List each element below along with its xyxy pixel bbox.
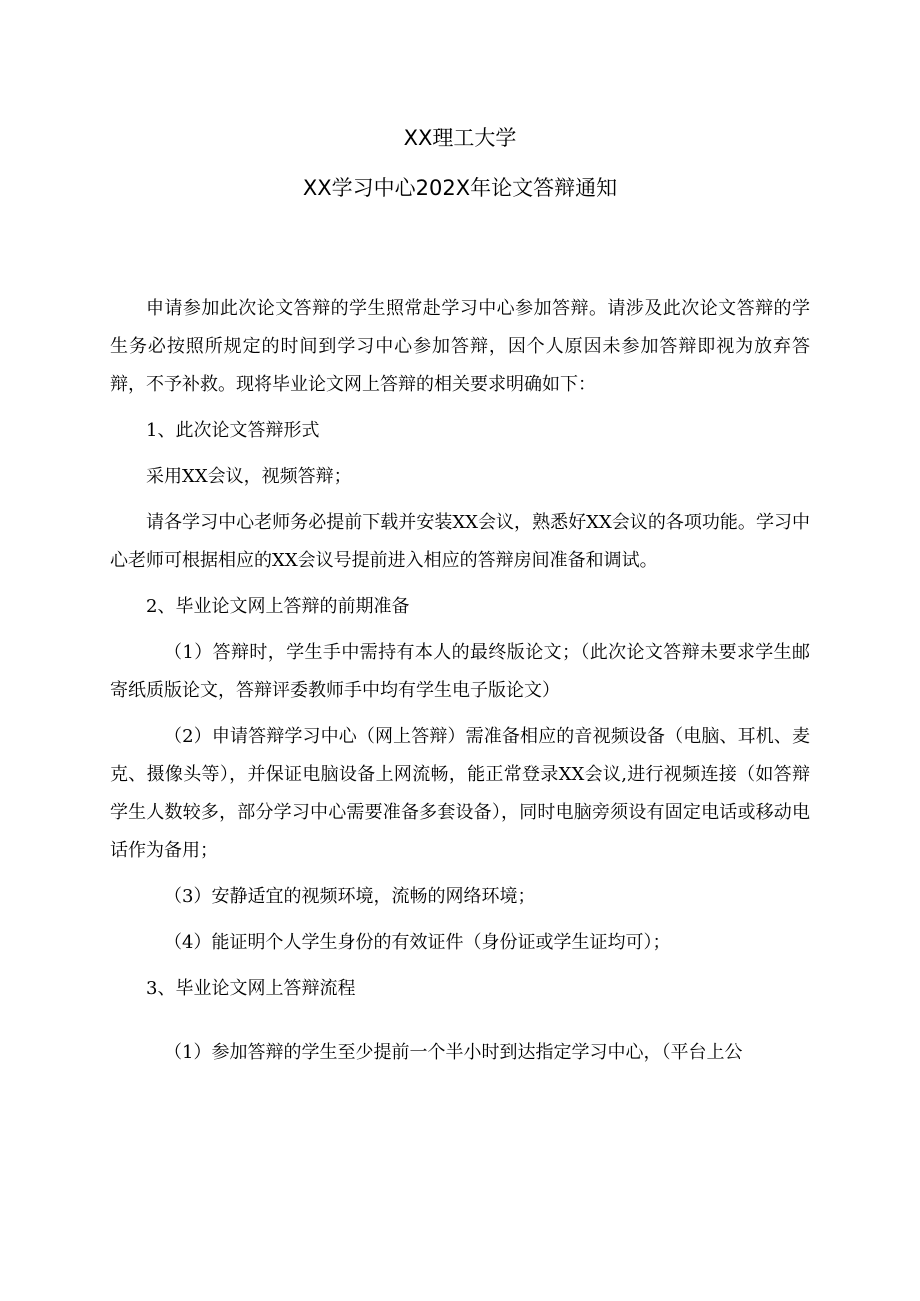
section-1-paragraph-1: 采用XX会议，视频答辩； <box>146 466 352 487</box>
section-3-item-1: （1）参加答辩的学生至少提前一个半小时到达指定学习中心，（平台上公 <box>164 1042 743 1063</box>
intro-paragraph: 申请参加此次论文答辩的学生照常赴学习中心参加答辩。请涉及此次论文答辩的学生务必按照所规定的时间到学习中心参加答辩，因个人原因未参加答辩即视为放弃答辩，不予补救。现将毕业论文网上答辩的相关要求明确如下： <box>110 298 810 395</box>
section-2-item-3: （3）安静适宜的视频环境，流畅的网络环境； <box>164 886 536 907</box>
document-body <box>110 290 810 1080</box>
section-1-heading: 1、此次论文答辩形式 <box>146 420 320 441</box>
section-1-paragraph-2: 请各学习中心老师务必提前下载并安装XX会议，熟悉好XX会议的各项功能。学习中心老师可根据相应的XX会议号提前进入相应的答辩房间准备和调试。 <box>110 512 810 571</box>
notice-title: XX学习中心202X年论文答辩通知 <box>302 176 618 200</box>
paragraph-gap <box>110 1016 810 1034</box>
section-2-heading: 2、毕业论文网上答辩的前期准备 <box>146 596 410 617</box>
section-2-item-4: （4）能证明个人学生身份的有效证件（身份证或学生证均可）； <box>164 932 671 953</box>
section-2-item-2: （2）申请答辩学习中心（网上答辩）需准备相应的音视频设备（电脑、耳机、麦克、摄像头等），并保证电脑设备上网流畅，能正常登录XX会议,进行视频连接（如答辩学生人数较多，部分学习中心需要准备多套设备），同时电脑旁须设有固定电话或移动电话作为备用； <box>110 726 810 861</box>
university-title: XX理工大学 <box>403 126 517 150</box>
section-2-item-1: （1）答辩时，学生手中需持有本人的最终版论文；（此次论文答辩未要求学生邮寄纸质版论文，答辩评委教师手中均有学生电子版论文） <box>110 642 810 701</box>
section-3-heading: 3、毕业论文网上答辩流程 <box>146 978 356 999</box>
